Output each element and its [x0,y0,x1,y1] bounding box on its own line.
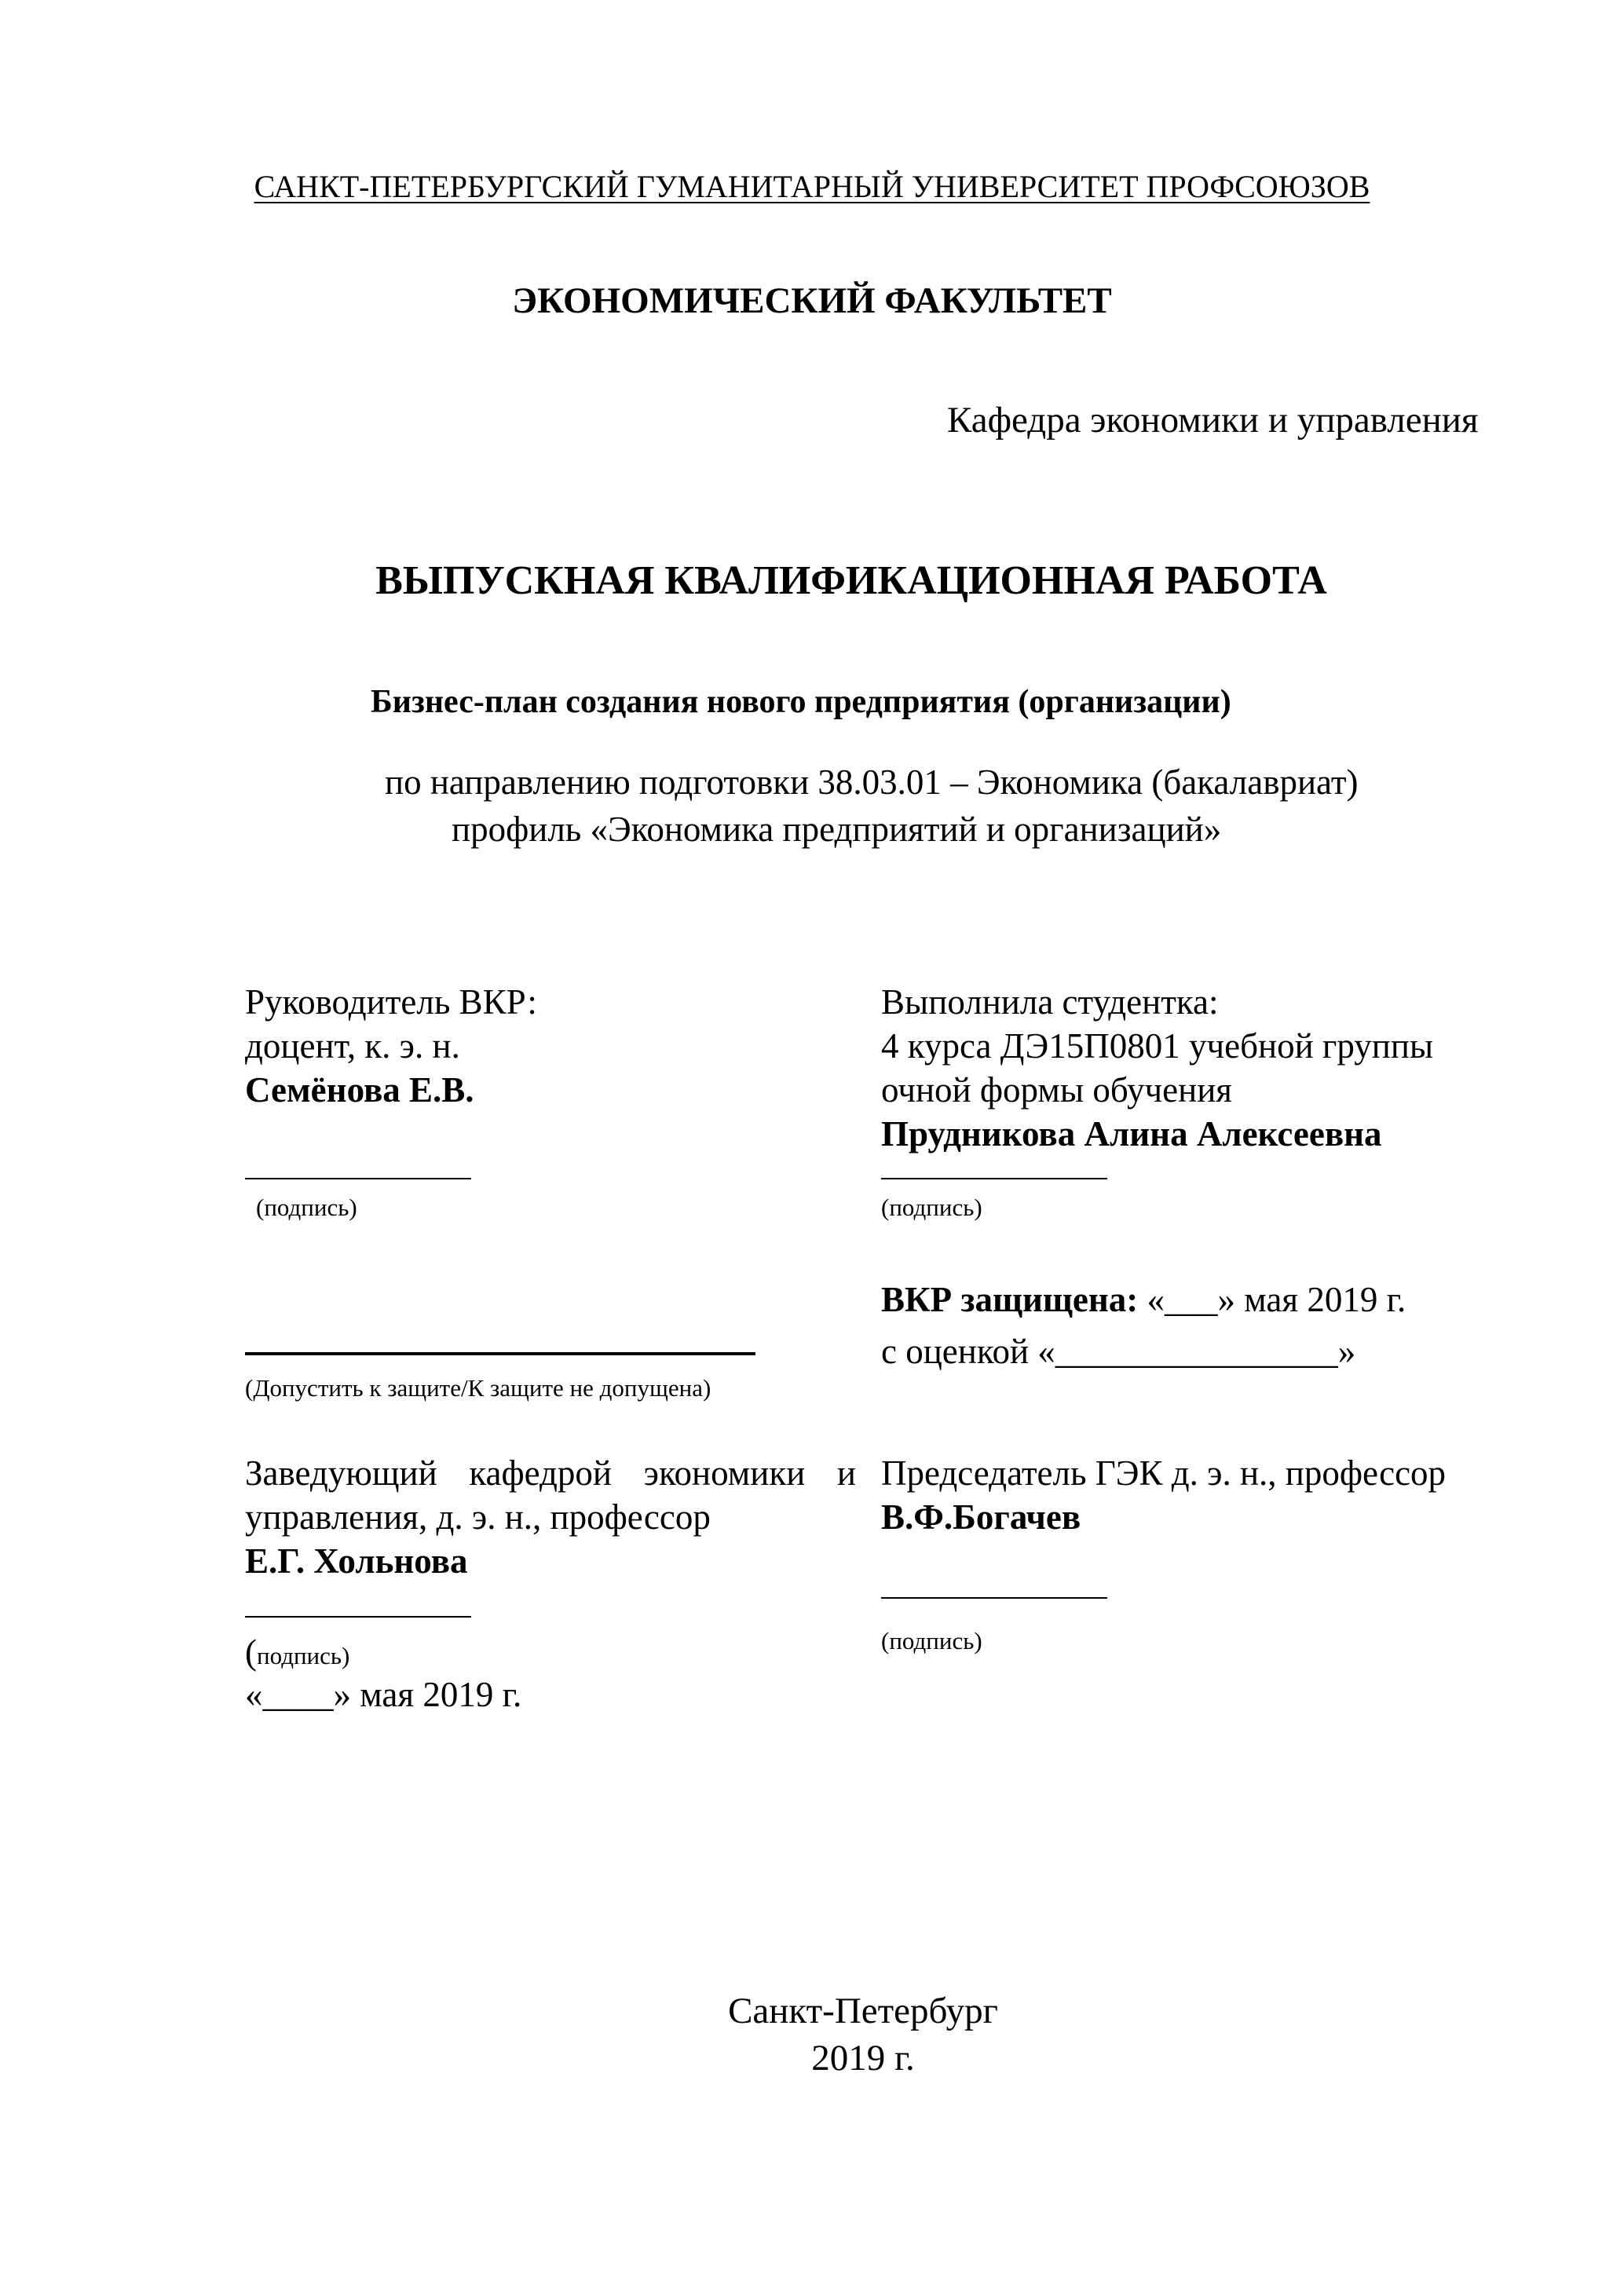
supervisor-name: Семёнова Е.В. [245,1070,474,1110]
student-form: очной формы обучения [881,1070,1232,1110]
head-title-line2: управления, д. э. н., профессор [245,1497,711,1537]
head-title-line1: Заведующий кафедрой экономики и [245,1453,856,1493]
study-direction: по направлению подготовки 38.03.01 – Экономика (бакалавриат) [385,762,1359,802]
department-name: Кафедра экономики и управления [947,400,1479,441]
supervisor-signature-line [245,1178,471,1179]
student-block [881,980,1433,1156]
head-name: Е.Г. Хольнова [245,1541,468,1581]
document-type: ВЫПУСКНАЯ КВАЛИФИКАЦИОННАЯ РАБОТА [375,558,1327,603]
student-role: Выполнила студентка: [881,982,1219,1022]
thesis-topic: Бизнес-план создания нового предприятия (организации) [371,684,1231,720]
university-name: САНКТ-ПЕТЕРБУРГСКИЙ ГУМАНИТАРНЫЙ УНИВЕРСИТЕТ ПРОФСОЮЗОВ [254,169,1370,204]
defense-grade: с оценкой «________________» [881,1332,1356,1371]
supervisor-block [245,980,537,1112]
student-name: Прудникова Алина Алексеевна [881,1114,1382,1153]
student-group: 4 курса ДЭ15П0801 учебной группы [881,1026,1434,1066]
supervisor-degree: доцент, к. э. н. [245,1026,460,1066]
study-profile: профиль «Экономика предприятий и организаций» [452,810,1222,849]
chairman-title: Председатель ГЭК д. э. н., профессор [881,1453,1447,1493]
student-signature-caption: (подпись) [881,1194,982,1221]
chairman-signature-caption: (подпись) [881,1627,982,1654]
admission-caption: (Допустить к защите/К защите не допущена) [245,1374,711,1402]
defense-label: ВКР защищена: [881,1280,1139,1319]
head-signature-line [245,1616,471,1618]
admission-line [245,1352,755,1355]
footer-city: Санкт-Петербург [728,1991,998,2031]
student-signature-line [881,1178,1107,1179]
supervisor-role: Руководитель ВКР: [245,982,537,1022]
footer-year: 2019 г. [811,2038,915,2078]
chairman-block [881,1451,1446,1539]
defense-date: «___» мая 2019 г. [1138,1280,1406,1319]
defense-block [881,1274,1406,1377]
supervisor-signature-caption: (подпись) [256,1194,357,1221]
chairman-signature-line [881,1597,1107,1599]
head-of-department-block [245,1451,856,1583]
chairman-name: В.Ф.Богачев [881,1497,1081,1537]
faculty-name: ЭКОНОМИЧЕСКИЙ ФАКУЛЬТЕТ [512,280,1112,321]
head-date: «____» мая 2019 г. [245,1675,522,1714]
head-signature-caption: (подпись) [245,1632,350,1672]
